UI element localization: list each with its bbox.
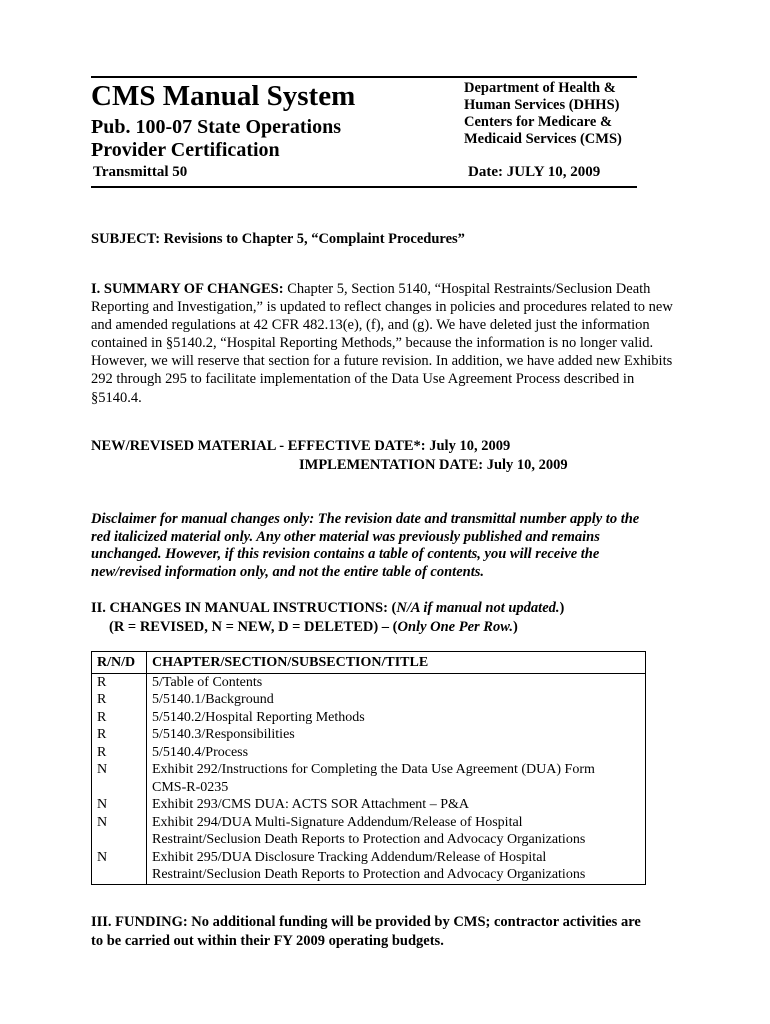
row-title-line: 5/5140.2/Hospital Reporting Methods xyxy=(152,709,365,725)
summary-line: and amended regulations at 42 CFR 482.13(e), (f), and (g). We have deleted just the information xyxy=(91,317,650,334)
header-bottom-rule xyxy=(91,186,637,188)
row-title-line: Restraint/Seclusion Death Reports to Protection and Advocacy Organizations xyxy=(152,832,586,847)
table-row xyxy=(92,691,646,709)
disclaimer-line: new/revised information only, and not the entire table of contents. xyxy=(91,564,484,581)
subject-line: SUBJECT: Revisions to Chapter 5, “Complaint Procedures” xyxy=(91,231,465,247)
row-title-line: Exhibit 294/DUA Multi-Signature Addendum/Release of Hospital xyxy=(152,814,523,830)
row-section-title xyxy=(147,814,646,849)
row-section-title xyxy=(147,709,646,727)
row-title-line: 5/5140.3/Responsibilities xyxy=(152,727,295,742)
row-title-line: CMS-R-0235 xyxy=(152,779,229,795)
table-header-row xyxy=(92,652,646,674)
publication-title: Pub. 100-07 State Operations xyxy=(91,116,341,138)
row-section-title xyxy=(147,796,646,814)
changes-legend: (R = REVISED, N = NEW, D = DELETED) – (Only One Per Row.) xyxy=(109,619,518,635)
table-row xyxy=(92,761,646,796)
department-block xyxy=(464,80,622,148)
row-section-title xyxy=(147,849,646,885)
table-row xyxy=(92,849,646,885)
changes-heading: II. CHANGES IN MANUAL INSTRUCTIONS: (N/A if manual not updated.) xyxy=(91,600,565,616)
publication-subtitle: Provider Certification xyxy=(91,139,280,161)
row-section-title xyxy=(147,673,646,691)
row-title-line: Exhibit 295/DUA Disclosure Tracking Addendum/Release of Hospital xyxy=(152,849,547,865)
summary-heading: I. SUMMARY OF CHANGES: xyxy=(91,281,284,297)
summary-line: 292 through 295 to facilitate implementation of the Data Use Agreement Process described in xyxy=(91,371,635,388)
changes-table xyxy=(91,651,646,885)
implementation-date: IMPLEMENTATION DATE: July 10, 2009 xyxy=(299,457,568,473)
row-change-code: N xyxy=(92,814,147,849)
row-title-line: 5/Table of Contents xyxy=(152,674,263,690)
row-change-code: R xyxy=(92,744,147,762)
table-row xyxy=(92,814,646,849)
summary-line: However, we will reserve that section for a future revision. In addition, we have added new Exhibits xyxy=(91,353,673,370)
funding-line: to be carried out within their FY 2009 operating budgets. xyxy=(91,933,444,949)
row-section-title xyxy=(147,744,646,762)
summary-line: §5140.4. xyxy=(91,389,142,406)
manual-title: CMS Manual System xyxy=(91,80,356,112)
department-line: Human Services (DHHS) xyxy=(464,97,620,113)
table-row xyxy=(92,673,646,691)
header-top-rule xyxy=(91,76,637,78)
column-header-code: R/N/D xyxy=(92,652,147,674)
department-line: Department of Health & xyxy=(464,80,616,96)
row-section-title xyxy=(147,691,646,709)
summary-line: contained in §5140.2, “Hospital Reporting Methods,” because the information is no longer valid. xyxy=(91,335,654,352)
transmittal-number: Transmittal 50 xyxy=(93,164,188,180)
row-change-code: R xyxy=(92,673,147,691)
disclaimer-line: unchanged. However, if this revision contains a table of contents, you will receive the xyxy=(91,546,600,563)
effective-date: NEW/REVISED MATERIAL - EFFECTIVE DATE*: July 10, 2009 xyxy=(91,438,511,454)
disclaimer-line: Disclaimer for manual changes only: The revision date and transmittal number apply to the xyxy=(91,511,640,527)
row-section-title xyxy=(147,726,646,744)
row-change-code: R xyxy=(92,726,147,744)
table-row xyxy=(92,709,646,727)
row-change-code: N xyxy=(92,849,147,885)
row-change-code: N xyxy=(92,761,147,796)
row-title-line: 5/5140.1/Background xyxy=(152,692,274,707)
row-section-title xyxy=(147,761,646,796)
column-header-title: CHAPTER/SECTION/SUBSECTION/TITLE xyxy=(147,652,646,674)
row-title-line: 5/5140.4/Process xyxy=(152,744,249,760)
disclaimer xyxy=(91,511,681,582)
disclaimer-line: red italicized material only. Any other material was previously published and remains xyxy=(91,528,600,545)
department-line: Centers for Medicare & xyxy=(464,114,613,130)
transmittal-date: Date: JULY 10, 2009 xyxy=(468,164,601,180)
summary-line: Reporting and Investigation,” is updated to reflect changes in policies and procedures related to new xyxy=(91,299,673,316)
row-change-code: R xyxy=(92,691,147,709)
row-title-line: Exhibit 292/Instructions for Completing the Data Use Agreement (DUA) Form xyxy=(152,762,595,777)
funding-statement xyxy=(91,913,681,951)
department-line: Medicaid Services (CMS) xyxy=(464,131,622,147)
table-row xyxy=(92,726,646,744)
row-change-code: R xyxy=(92,709,147,727)
row-change-code: N xyxy=(92,796,147,814)
summary-of-changes xyxy=(91,280,673,407)
table-row xyxy=(92,796,646,814)
summary-line: I. SUMMARY OF CHANGES: Chapter 5, Section 5140, “Hospital Restraints/Seclusion Death xyxy=(91,281,651,297)
table-row xyxy=(92,744,646,762)
row-title-line: Restraint/Seclusion Death Reports to Protection and Advocacy Organizations xyxy=(152,867,586,882)
funding-line: III. FUNDING: No additional funding will be provided by CMS; contractor activities are xyxy=(91,914,641,930)
row-title-line: Exhibit 293/CMS DUA: ACTS SOR Attachment – P&A xyxy=(152,797,469,812)
